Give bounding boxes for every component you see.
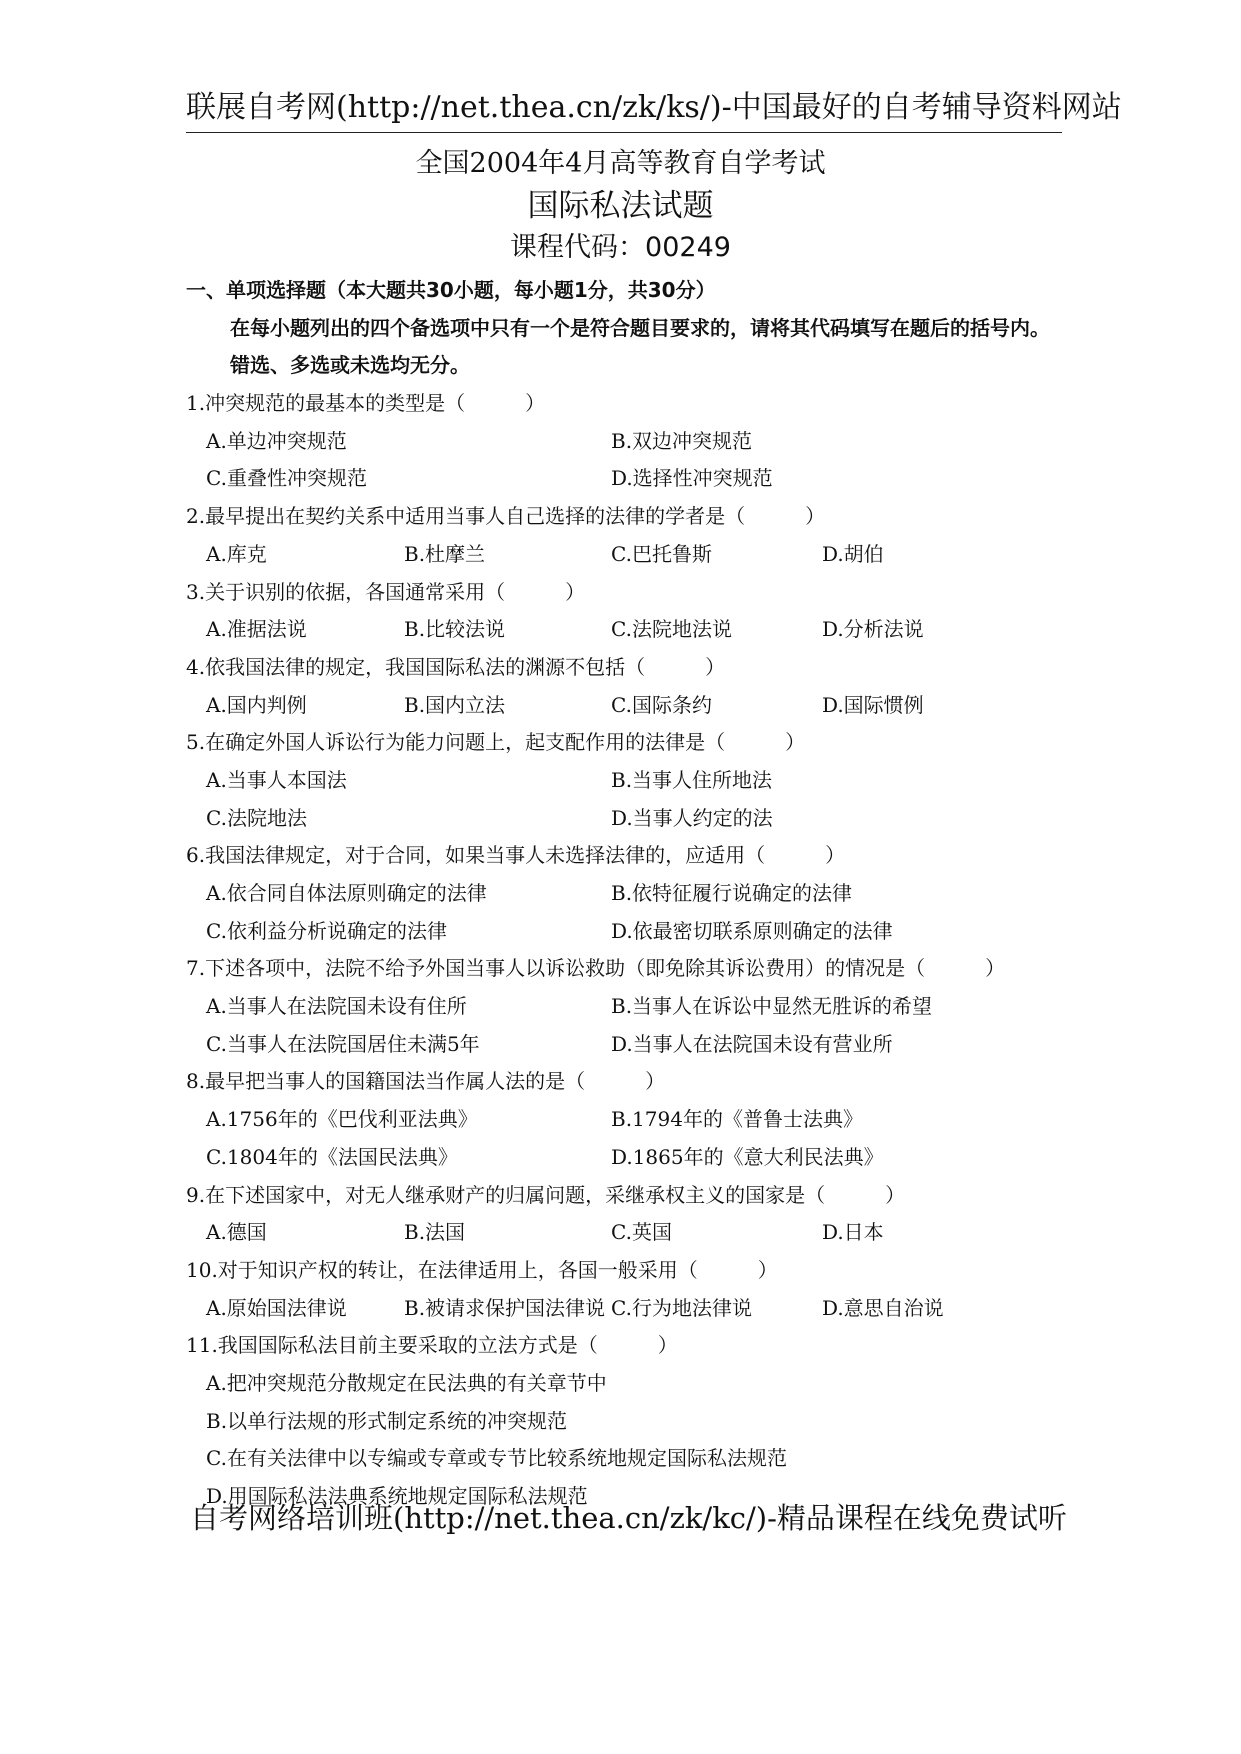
option: A.当事人在法院国未设有住所	[206, 994, 467, 1019]
option-row	[186, 1139, 1066, 1177]
option: B.1794年的《普鲁士法典》	[611, 1107, 863, 1132]
option: B.当事人住所地法	[611, 767, 773, 792]
option: C.行为地法律说	[611, 1295, 752, 1320]
option: B.以单行法规的形式制定系统的冲突规范	[206, 1408, 568, 1433]
option-row	[186, 762, 1066, 800]
option: A.库克	[206, 541, 267, 566]
option: B.国内立法	[404, 692, 506, 717]
option: C.当事人在法院国居住未满5年	[206, 1031, 480, 1056]
option: C.法院地法	[206, 805, 307, 830]
option: A.依合同自体法原则确定的法律	[206, 881, 487, 906]
option: A.德国	[206, 1220, 267, 1245]
question-stem: 7.下述各项中，法院不给予外国当事人以诉讼救助（即免除其诉讼费用）的情况是（ ）	[186, 956, 1006, 981]
option: D.胡伯	[822, 541, 884, 566]
option-row	[186, 988, 1066, 1026]
option-row	[186, 800, 1066, 838]
option: B.依特征履行说确定的法律	[611, 881, 853, 906]
option: D.当事人约定的法	[611, 805, 773, 830]
option: C.英国	[611, 1220, 672, 1245]
option-row	[186, 875, 1066, 913]
question-section	[186, 272, 1066, 1516]
question-stem: 9.在下述国家中，对无人继承财产的归属问题，采继承权主义的国家是（ ）	[186, 1182, 906, 1207]
section-instructions: 在每小题列出的四个备选项中只有一个是符合题目要求的，请将其代码填写在题后的括号内。错选、多选或未选均无分。	[230, 315, 1050, 378]
question-stem: 3.关于识别的依据，各国通常采用（ ）	[186, 579, 586, 604]
question-stem: 1.冲突规范的最基本的类型是（ ）	[186, 391, 546, 416]
option: D.日本	[822, 1220, 884, 1245]
option: C.依利益分析说确定的法律	[206, 918, 447, 943]
option: D.选择性冲突规范	[611, 466, 773, 491]
option-row	[186, 1290, 1066, 1328]
option: A.单边冲突规范	[206, 428, 347, 453]
option: D.依最密切联系原则确定的法律	[611, 918, 893, 943]
option: C.法院地法说	[611, 617, 732, 642]
option: A.当事人本国法	[206, 767, 347, 792]
question-stem: 6.我国法律规定，对于合同，如果当事人未选择法律的，应适用（ ）	[186, 843, 846, 868]
option-row	[186, 687, 1066, 725]
option: D.国际惯例	[822, 692, 924, 717]
option: D.用国际私法法典系统地规定国际私法规范	[206, 1484, 588, 1509]
option: C.在有关法律中以专编或专章或专节比较系统地规定国际私法规范	[206, 1446, 787, 1471]
option: A.1756年的《巴伐利亚法典》	[206, 1107, 478, 1132]
option-row	[186, 611, 1066, 649]
site-header: 联展自考网(http://net.thea.cn/zk/ks/)-中国最好的自考辅导资料网站	[186, 88, 1062, 133]
option: B.被请求保护国法律说	[404, 1295, 606, 1320]
option-row	[186, 460, 1066, 498]
option: B.法国	[404, 1220, 466, 1245]
option: A.准据法说	[206, 617, 307, 642]
option: B.双边冲突规范	[611, 428, 753, 453]
question-stem: 8.最早把当事人的国籍国法当作属人法的是（ ）	[186, 1069, 666, 1094]
option-row	[186, 1214, 1066, 1252]
option: B.杜摩兰	[404, 541, 486, 566]
option-row	[186, 536, 1066, 574]
option: D.1865年的《意大利民法典》	[611, 1144, 884, 1169]
option-row	[186, 423, 1066, 461]
course-code: 课程代码：00249	[510, 232, 731, 263]
exam-title: 国际私法试题	[527, 188, 714, 224]
site-footer: 自考网络培训班(http://net.thea.cn/zk/kc/)-精品课程在线免费试听	[190, 1501, 1067, 1535]
option: C.1804年的《法国民法典》	[206, 1144, 458, 1169]
option: A.国内判例	[206, 692, 307, 717]
option: C.巴托鲁斯	[611, 541, 712, 566]
option: B.比较法说	[404, 617, 506, 642]
question-stem: 10.对于知识产权的转让，在法律适用上，各国一般采用（ ）	[186, 1257, 778, 1282]
option: D.意思自治说	[822, 1295, 944, 1320]
option: C.国际条约	[611, 692, 712, 717]
question-stem: 2.最早提出在契约关系中适用当事人自己选择的法律的学者是（ ）	[186, 504, 826, 529]
option: A.把冲突规范分散规定在民法典的有关章节中	[206, 1370, 607, 1395]
option: B.当事人在诉讼中显然无胜诉的希望	[611, 994, 933, 1019]
option: D.分析法说	[822, 617, 924, 642]
option-row	[186, 913, 1066, 951]
option: A.原始国法律说	[206, 1295, 347, 1320]
option: C.重叠性冲突规范	[206, 466, 367, 491]
question-stem: 11.我国国际私法目前主要采取的立法方式是（ ）	[186, 1333, 678, 1358]
question-stem: 4.依我国法律的规定，我国国际私法的渊源不包括（ ）	[186, 654, 726, 679]
question-stem: 5.在确定外国人诉讼行为能力问题上，起支配作用的法律是（ ）	[186, 730, 806, 755]
option-row	[186, 1026, 1066, 1064]
option-row	[186, 1101, 1066, 1139]
section-title: 一、单项选择题（本大题共30小题，每小题1分，共30分）	[186, 278, 716, 302]
exam-session: 全国2004年4月高等教育自学考试	[415, 148, 826, 179]
option: D.当事人在法院国未设有营业所	[611, 1031, 893, 1056]
exam-header	[0, 146, 1241, 268]
